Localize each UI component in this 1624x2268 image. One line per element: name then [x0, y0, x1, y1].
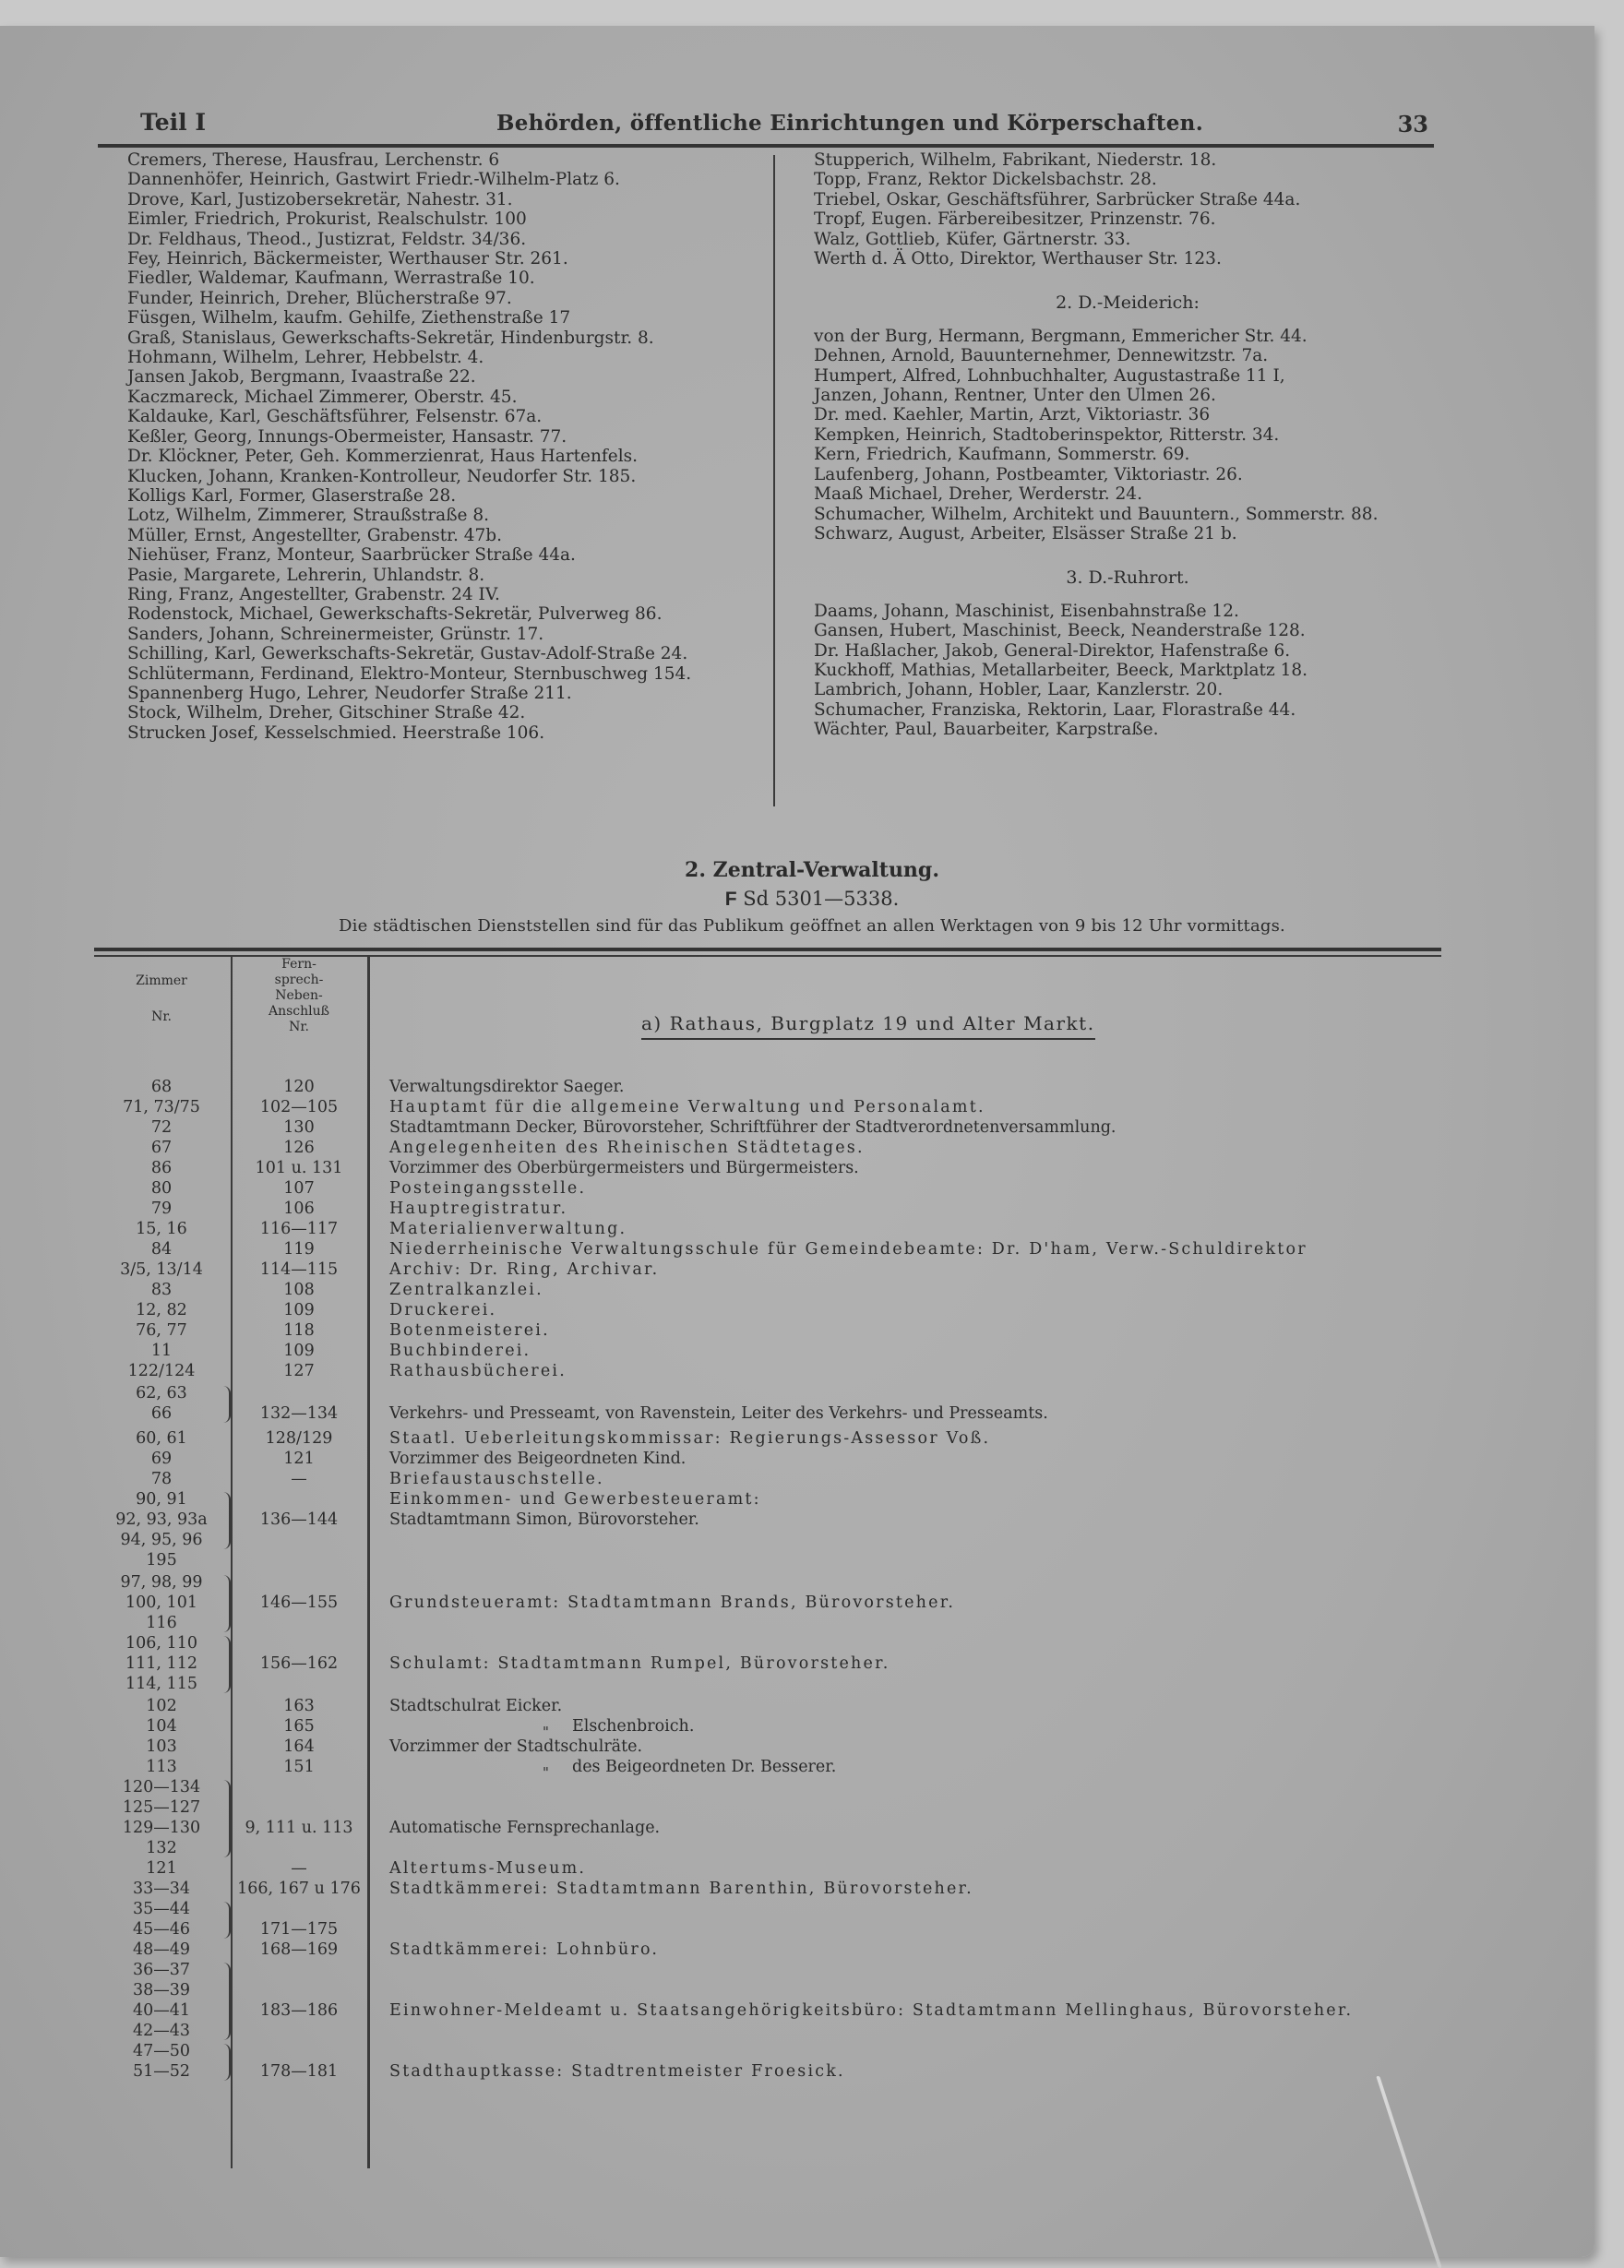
room-number: 47—50	[132, 2042, 191, 2060]
table-row	[92, 1919, 1439, 1940]
list-item: Schwarz, August, Arbeiter, Elsässer Straße 21 b.	[814, 523, 1237, 543]
room-number: 116	[146, 1614, 177, 1632]
list-item: Humpert, Alfred, Lohnbuchhalter, Augustastraße 11 I,	[814, 365, 1285, 386]
extension-number: 132—134	[259, 1404, 339, 1423]
list-item: Strucken Josef, Kesselschmied. Heerstraße 106.	[127, 722, 545, 743]
table-row	[92, 1572, 1439, 1594]
list-item: Graß, Stanislaus, Gewerkschafts-Sekretär, Hindenburgstr. 8.	[127, 328, 654, 348]
table-row	[92, 1737, 1439, 1758]
list-item: Dannenhöfer, Heinrich, Gastwirt Friedr.-Wilhelm-Platz 6.	[127, 170, 620, 190]
table-row	[92, 1219, 1439, 1240]
header-line: Nr.	[289, 1020, 309, 1034]
office-description: Vorzimmer des Beigeordneten Kind.	[389, 1450, 687, 1468]
section-title: 2. Zentral-Verwaltung.	[685, 858, 939, 882]
extension-number: 163	[283, 1697, 315, 1715]
header-line: Fern-	[281, 957, 316, 972]
table-row	[92, 1960, 1439, 1981]
list-item: Werth d. Ä Otto, Direktor, Werthauser Str. 123.	[814, 249, 1222, 269]
office-description: Schulamt: Stadtamtmann Rumpel, Bürovorsteher.	[389, 1654, 890, 1673]
list-item: Spannenberg Hugo, Lehrer, Neudorfer Straße 211.	[127, 683, 572, 703]
office-description: Stadtamtmann Decker, Bürovorsteher, Schriftführer der Stadtverordnetenversammlung.	[389, 1118, 1116, 1137]
brace-bracket	[223, 1636, 231, 1693]
brace-bracket	[223, 2044, 231, 2081]
table-subheading: a) Rathaus, Burgplatz 19 und Alter Markt.	[641, 1012, 1095, 1040]
header-zimmer: Zimmer Nr.	[136, 973, 187, 1024]
right-column	[814, 150, 1441, 740]
room-number: 66	[150, 1404, 173, 1423]
office-description: Botenmeisterei.	[389, 1321, 550, 1340]
table-row	[92, 1899, 1439, 1920]
table-row	[92, 1077, 1439, 1098]
list-item: Dr. Feldhaus, Theod., Justizrat, Feldstr. 34/36.	[127, 229, 527, 249]
office-description: Rathausbücherei.	[389, 1362, 567, 1380]
office-description: Vorzimmer des Oberbürgermeisters und Bürgermeisters.	[389, 1159, 859, 1177]
office-description: Grundsteueramt: Stadtamtmann Brands, Bürovorsteher.	[389, 1594, 956, 1612]
extension-number: —	[291, 1859, 307, 1878]
room-number: 33—34	[132, 1880, 191, 1898]
table-row	[92, 2061, 1439, 2083]
extension-number: 102—105	[259, 1098, 339, 1116]
room-number: 125—127	[122, 1798, 201, 1817]
list-item: Lambrich, Johann, Hobler, Laar, Kanzlerstr. 20.	[814, 680, 1224, 700]
list-item: Dehnen, Arnold, Bauunternehmer, Dennewitzstr. 7a.	[814, 346, 1269, 366]
table-row	[92, 2041, 1439, 2062]
room-number: 3/5, 13/14	[120, 1260, 203, 1279]
table-row	[92, 1361, 1439, 1382]
list-item: Triebel, Oskar, Geschäftsführer, Sarbrücker Straße 44a.	[814, 189, 1301, 209]
office-description: Verkehrs- und Presseamt, von Ravenstein, Leiter des Verkehrs- und Presseamts.	[389, 1404, 1048, 1423]
column-divider	[773, 155, 775, 806]
table-row	[92, 1613, 1439, 1634]
table-row	[92, 1530, 1439, 1551]
office-description: Staatl. Ueberleitungskommissar: Regierungs-Assessor Voß.	[389, 1429, 991, 1448]
table-row	[92, 1757, 1439, 1781]
list-item: Kolligs Karl, Former, Glaserstraße 28.	[127, 485, 457, 506]
extension-number: 166, 167 u 176	[237, 1880, 361, 1898]
table-row	[92, 1199, 1439, 1220]
list-item: Jansen Jakob, Bergmann, Ivaastraße 22.	[127, 367, 476, 388]
brace-bracket	[223, 1492, 231, 1549]
table-row	[92, 1550, 1439, 1571]
table-row	[92, 1259, 1439, 1281]
table-row	[92, 1633, 1439, 1654]
extension-number: 106	[283, 1200, 315, 1218]
room-number: 11	[150, 1342, 173, 1360]
list-item: Schumacher, Franziska, Rektorin, Laar, Florastraße 44.	[814, 699, 1296, 720]
page-header	[137, 109, 1428, 146]
list-item: Janzen, Johann, Rentner, Unter den Ulmen 26.	[814, 386, 1216, 406]
list-item: Drove, Karl, Justizobersekretär, Nahestr. 31.	[127, 189, 513, 209]
table-row	[92, 1178, 1439, 1200]
list-item: Keßler, Georg, Innungs-Obermeister, Hansastr. 77.	[127, 426, 567, 447]
offices-table	[92, 957, 1439, 2184]
table-row	[92, 1428, 1439, 1450]
table-rule-thick	[94, 948, 1441, 951]
office-description: Posteingangsstelle.	[389, 1179, 587, 1198]
room-number: 36—37	[132, 1961, 191, 1979]
ditto-mark: "	[543, 1764, 549, 1781]
table-row	[92, 1300, 1439, 1321]
extension-number: 101 u. 131	[255, 1159, 343, 1177]
room-number: 84	[150, 1240, 173, 1259]
list-item: Tropf, Eugen. Färbereibesitzer, Prinzenstr. 76.	[814, 209, 1216, 230]
extension-number: 9, 111 u. 113	[245, 1819, 353, 1837]
table-row	[92, 1469, 1439, 1490]
room-number: 195	[146, 1551, 177, 1570]
office-description: Hauptamt für die allgemeine Verwaltung und Personalamt.	[389, 1098, 985, 1116]
room-number: 67	[150, 1139, 173, 1157]
room-number: 90, 91	[136, 1490, 187, 1509]
office-description: Elschenbroich.	[572, 1717, 695, 1736]
list-item: Rodenstock, Michael, Gewerkschafts-Sekretär, Pulverweg 86.	[127, 604, 663, 625]
list-item: Klucken, Johann, Kranken-Kontrolleur, Neudorfer Str. 185.	[127, 466, 637, 486]
room-number: 68	[150, 1078, 173, 1096]
list-item: Pasie, Margarete, Lehrerin, Uhlandstr. 8.	[127, 565, 485, 585]
list-item: Kempken, Heinrich, Stadtoberinspektor, Ritterstr. 34.	[814, 424, 1280, 445]
extension-number: 165	[283, 1717, 315, 1736]
extension-number: 171—175	[259, 1920, 339, 1939]
list-item: Wächter, Paul, Bauarbeiter, Karpstraße.	[814, 720, 1159, 740]
extension-number: 178—181	[259, 2062, 339, 2081]
room-number: 35—44	[132, 1900, 191, 1918]
extension-number: 130	[283, 1118, 315, 1137]
office-description: Stadtkämmerei: Lohnbüro.	[389, 1940, 660, 1959]
extension-number: 109	[283, 1301, 315, 1319]
table-row	[92, 1117, 1439, 1139]
room-number: 100, 101	[125, 1594, 197, 1612]
office-description: des Beigeordneten Dr. Besserer.	[572, 1758, 837, 1776]
office-description: Stadtschulrat Eicker.	[389, 1697, 563, 1715]
list-item: Fey, Heinrich, Bäckermeister, Werthauser Str. 261.	[127, 249, 568, 269]
brace-bracket	[223, 1902, 231, 1939]
brace-bracket	[223, 1386, 231, 1423]
table-row	[92, 1879, 1439, 1900]
office-description: Einwohner-Meldeamt u. Staatsangehörigkeitsbüro: Stadtamtmann Mellinghaus, Bürovorsteher.	[389, 2001, 1354, 2020]
brace-bracket	[223, 1780, 231, 1857]
room-number: 92, 93, 93a	[115, 1510, 208, 1529]
office-description: Briefaustauschstelle.	[389, 1470, 604, 1488]
office-description: Altertums-Museum.	[389, 1859, 587, 1878]
phone-prefix: F	[724, 889, 737, 910]
ditto-mark: "	[543, 1724, 549, 1740]
room-number: 15, 16	[136, 1220, 187, 1238]
room-number: 121	[146, 1859, 177, 1878]
list-item: Füsgen, Wilhelm, kaufm. Gehilfe, Ziethenstraße 17	[127, 308, 571, 328]
list-item: Stupperich, Wilhelm, Fabrikant, Niederstr. 18.	[814, 150, 1217, 170]
table-row	[92, 1403, 1439, 1425]
extension-number: 146—155	[259, 1594, 339, 1612]
meiderich-heading: 2. D.-Meiderich:	[1056, 292, 1200, 314]
list-item: Hohmann, Wilhelm, Lehrer, Hebbelstr. 4.	[127, 348, 484, 368]
ruhrort-heading: 3. D.-Ruhrort.	[1066, 567, 1189, 589]
room-number: 114, 115	[125, 1675, 197, 1693]
office-description: Zentralkanzlei.	[389, 1281, 543, 1299]
header-rule	[98, 144, 1434, 148]
table-row	[92, 1158, 1439, 1179]
office-description: Automatische Fernsprechanlage.	[389, 1819, 661, 1837]
header-line: sprech-	[274, 973, 324, 987]
table-row	[92, 1320, 1439, 1342]
extension-number: 136—144	[259, 1510, 339, 1529]
room-number: 71, 73/75	[123, 1098, 200, 1116]
room-number: 40—41	[132, 2001, 191, 2020]
extension-number: 114—115	[259, 1260, 339, 1279]
list-item: Fiedler, Waldemar, Kaufmann, Werrastraße 10.	[127, 269, 535, 289]
table-row	[92, 1818, 1439, 1839]
office-description: Angelegenheiten des Rheinischen Städtetages.	[389, 1139, 865, 1157]
extension-number: 151	[283, 1758, 315, 1776]
left-column	[127, 150, 691, 743]
list-item: Müller, Ernst, Angestellter, Grabenstr. 47b.	[127, 525, 503, 545]
list-item: Lotz, Wilhelm, Zimmerer, Straußstraße 8.	[127, 506, 490, 526]
room-number: 129—130	[122, 1819, 201, 1837]
room-number: 132	[146, 1839, 177, 1857]
extension-number: 126	[283, 1139, 315, 1157]
list-item: Kuckhoff, Mathias, Metallarbeiter, Beeck, Marktplatz 18.	[814, 660, 1308, 680]
table-row	[92, 1341, 1439, 1362]
room-number: 94, 95, 96	[120, 1531, 203, 1549]
page-number: 33	[1397, 111, 1428, 137]
extension-number: 164	[283, 1737, 315, 1756]
extension-number: 118	[283, 1321, 315, 1340]
extension-number: 107	[283, 1179, 315, 1198]
room-number: 79	[150, 1200, 173, 1218]
list-item: Ring, Franz, Angestellter, Grabenstr. 24 IV.	[127, 584, 500, 604]
list-item: Schlütermann, Ferdinand, Elektro-Monteur, Sternbuschweg 154.	[127, 663, 692, 684]
section-phone	[0, 888, 1624, 911]
table-row	[92, 1449, 1439, 1470]
extension-number: 120	[283, 1078, 315, 1096]
room-number: 69	[150, 1450, 173, 1468]
opening-hours-note: Die städtischen Dienststellen sind für das Publikum geöffnet an allen Werktagen von 9 bis 12 Uhr vormittags.	[339, 916, 1285, 936]
list-item: Maaß Michael, Dreher, Werderstr. 24.	[814, 484, 1142, 505]
list-item: Dr. med. Kaehler, Martin, Arzt, Viktoriastr. 36	[814, 405, 1211, 425]
list-item: Topp, Franz, Rektor Dickelsbachstr. 28.	[814, 170, 1157, 190]
table-row	[92, 1489, 1439, 1510]
room-number: 80	[150, 1179, 173, 1198]
room-number: 12, 82	[136, 1301, 187, 1319]
list-item: Sanders, Johann, Schreinermeister, Grünstr. 17.	[127, 624, 544, 644]
room-number: 62, 63	[136, 1384, 187, 1403]
table-row	[92, 1716, 1439, 1740]
room-number: 76, 77	[136, 1321, 187, 1340]
office-description: Stadtamtmann Simon, Bürovorsteher.	[389, 1510, 699, 1529]
room-number: 45—46	[132, 1920, 191, 1939]
room-number: 48—49	[132, 1940, 191, 1959]
table-row	[92, 1674, 1439, 1695]
extension-number: —	[291, 1470, 307, 1488]
office-description: Einkommen- und Gewerbesteueramt:	[389, 1490, 761, 1509]
office-description: Stadthauptkasse: Stadtrentmeister Froesick.	[389, 2062, 845, 2081]
room-number: 38—39	[132, 1981, 191, 1999]
table-row	[92, 1510, 1439, 1531]
list-item: Kaczmareck, Michael Zimmerer, Oberstr. 45.	[127, 387, 518, 407]
list-item: Laufenberg, Johann, Postbeamter, Viktoriastr. 26.	[814, 464, 1243, 484]
running-title: Behörden, öffentliche Einrichtungen und Körperschaften.	[496, 111, 1204, 136]
list-item: von der Burg, Hermann, Bergmann, Emmericher Str. 44.	[814, 326, 1308, 346]
extension-number: 109	[283, 1342, 315, 1360]
table-row	[92, 1653, 1439, 1675]
office-description: Niederrheinische Verwaltungsschule für Gemeindebeamte: Dr. D'ham, Verw.-Schuldirektor	[389, 1240, 1308, 1259]
table-row	[92, 1858, 1439, 1880]
list-item: Dr. Haßlacher, Jakob, General-Direktor, Hafenstraße 6.	[814, 640, 1291, 661]
room-number: 60, 61	[136, 1429, 187, 1448]
room-number: 111, 112	[125, 1654, 197, 1673]
office-description: Archiv: Dr. Ring, Archivar.	[389, 1260, 660, 1279]
list-item: Gansen, Hubert, Maschinist, Beeck, Neanderstraße 128.	[814, 621, 1306, 641]
room-number: 97, 98, 99	[120, 1573, 203, 1592]
table-row	[92, 1696, 1439, 1717]
extension-number: 168—169	[259, 1940, 339, 1959]
list-item: Dr. Klöckner, Peter, Geh. Kommerzienrat, Haus Hartenfels.	[127, 447, 638, 467]
extension-number: 119	[283, 1240, 315, 1259]
room-number: 103	[146, 1737, 177, 1756]
list-item: Stock, Wilhelm, Dreher, Gitschiner Straße 42.	[127, 703, 526, 723]
room-number: 120—134	[122, 1778, 201, 1796]
table-row	[92, 1593, 1439, 1614]
extension-number: 121	[283, 1450, 315, 1468]
room-number: 122/124	[127, 1362, 196, 1380]
room-number: 51—52	[132, 2062, 191, 2081]
room-number: 86	[150, 1159, 173, 1177]
table-row	[92, 1097, 1439, 1118]
room-number: 104	[146, 1717, 177, 1736]
room-number: 113	[146, 1758, 177, 1776]
brace-bracket	[223, 1963, 231, 2040]
extension-number: 156—162	[259, 1654, 339, 1673]
room-number: 106, 110	[125, 1634, 197, 1653]
table-row	[92, 2000, 1439, 2022]
extension-number: 116—117	[259, 1220, 339, 1238]
office-description: Vorzimmer der Stadtschulräte.	[389, 1737, 643, 1756]
list-item: Schumacher, Wilhelm, Architekt und Bauuntern., Sommerstr. 88.	[814, 504, 1379, 524]
table-row	[92, 1383, 1439, 1404]
table-row	[92, 1940, 1439, 1961]
extension-number: 127	[283, 1362, 315, 1380]
extension-number: 183—186	[259, 2001, 339, 2020]
list-item: Daams, Johann, Maschinist, Eisenbahnstraße 12.	[814, 601, 1239, 621]
office-description: Materialienverwaltung.	[389, 1220, 627, 1238]
list-item: Schilling, Karl, Gewerkschafts-Sekretär, Gustav-Adolf-Straße 24.	[127, 644, 688, 664]
list-item: Eimler, Friedrich, Prokurist, Realschulstr. 100	[127, 209, 527, 230]
list-item: Funder, Heinrich, Dreher, Blücherstraße 97.	[127, 288, 512, 308]
list-item: Walz, Gottlieb, Küfer, Gärtnerstr. 33.	[814, 229, 1131, 249]
part-label: Teil I	[140, 109, 207, 136]
room-number: 78	[150, 1470, 173, 1488]
room-number: 42—43	[132, 2022, 191, 2040]
office-description: Druckerei.	[389, 1301, 497, 1319]
header-fernsprech	[231, 957, 367, 1035]
header-line: Anschluß	[268, 1004, 329, 1019]
list-item: Niehüser, Franz, Monteur, Saarbrücker Straße 44a.	[127, 545, 576, 566]
room-number: 102	[146, 1697, 177, 1715]
office-description: Hauptregistratur.	[389, 1200, 568, 1218]
list-item: Cremers, Therese, Hausfrau, Lerchenstr. 6	[127, 150, 500, 170]
extension-number: 108	[283, 1281, 315, 1299]
office-description: Stadtkämmerei: Stadtamtmann Barenthin, Bürovorsteher.	[389, 1880, 973, 1898]
room-number: 72	[150, 1118, 173, 1137]
phone-number: Sd 5301—5338.	[743, 888, 900, 910]
table-row	[92, 1777, 1439, 1798]
table-row	[92, 1797, 1439, 1819]
table-row	[92, 1280, 1439, 1301]
table-row	[92, 1138, 1439, 1159]
table-row	[92, 1838, 1439, 1859]
list-item: Kern, Friedrich, Kaufmann, Sommerstr. 69.	[814, 445, 1190, 465]
brace-bracket	[223, 1575, 231, 1632]
office-description: Verwaltungsdirektor Saeger.	[389, 1078, 625, 1096]
extension-number: 128/129	[265, 1429, 333, 1448]
room-number: 83	[150, 1281, 173, 1299]
list-item: Kaldauke, Karl, Geschäftsführer, Felsenstr. 67a.	[127, 407, 543, 427]
table-row	[92, 1239, 1439, 1260]
table-row	[92, 1980, 1439, 2001]
table-row	[92, 2021, 1439, 2042]
office-description: Buchbinderei.	[389, 1342, 531, 1360]
header-line: Neben-	[275, 988, 323, 1003]
